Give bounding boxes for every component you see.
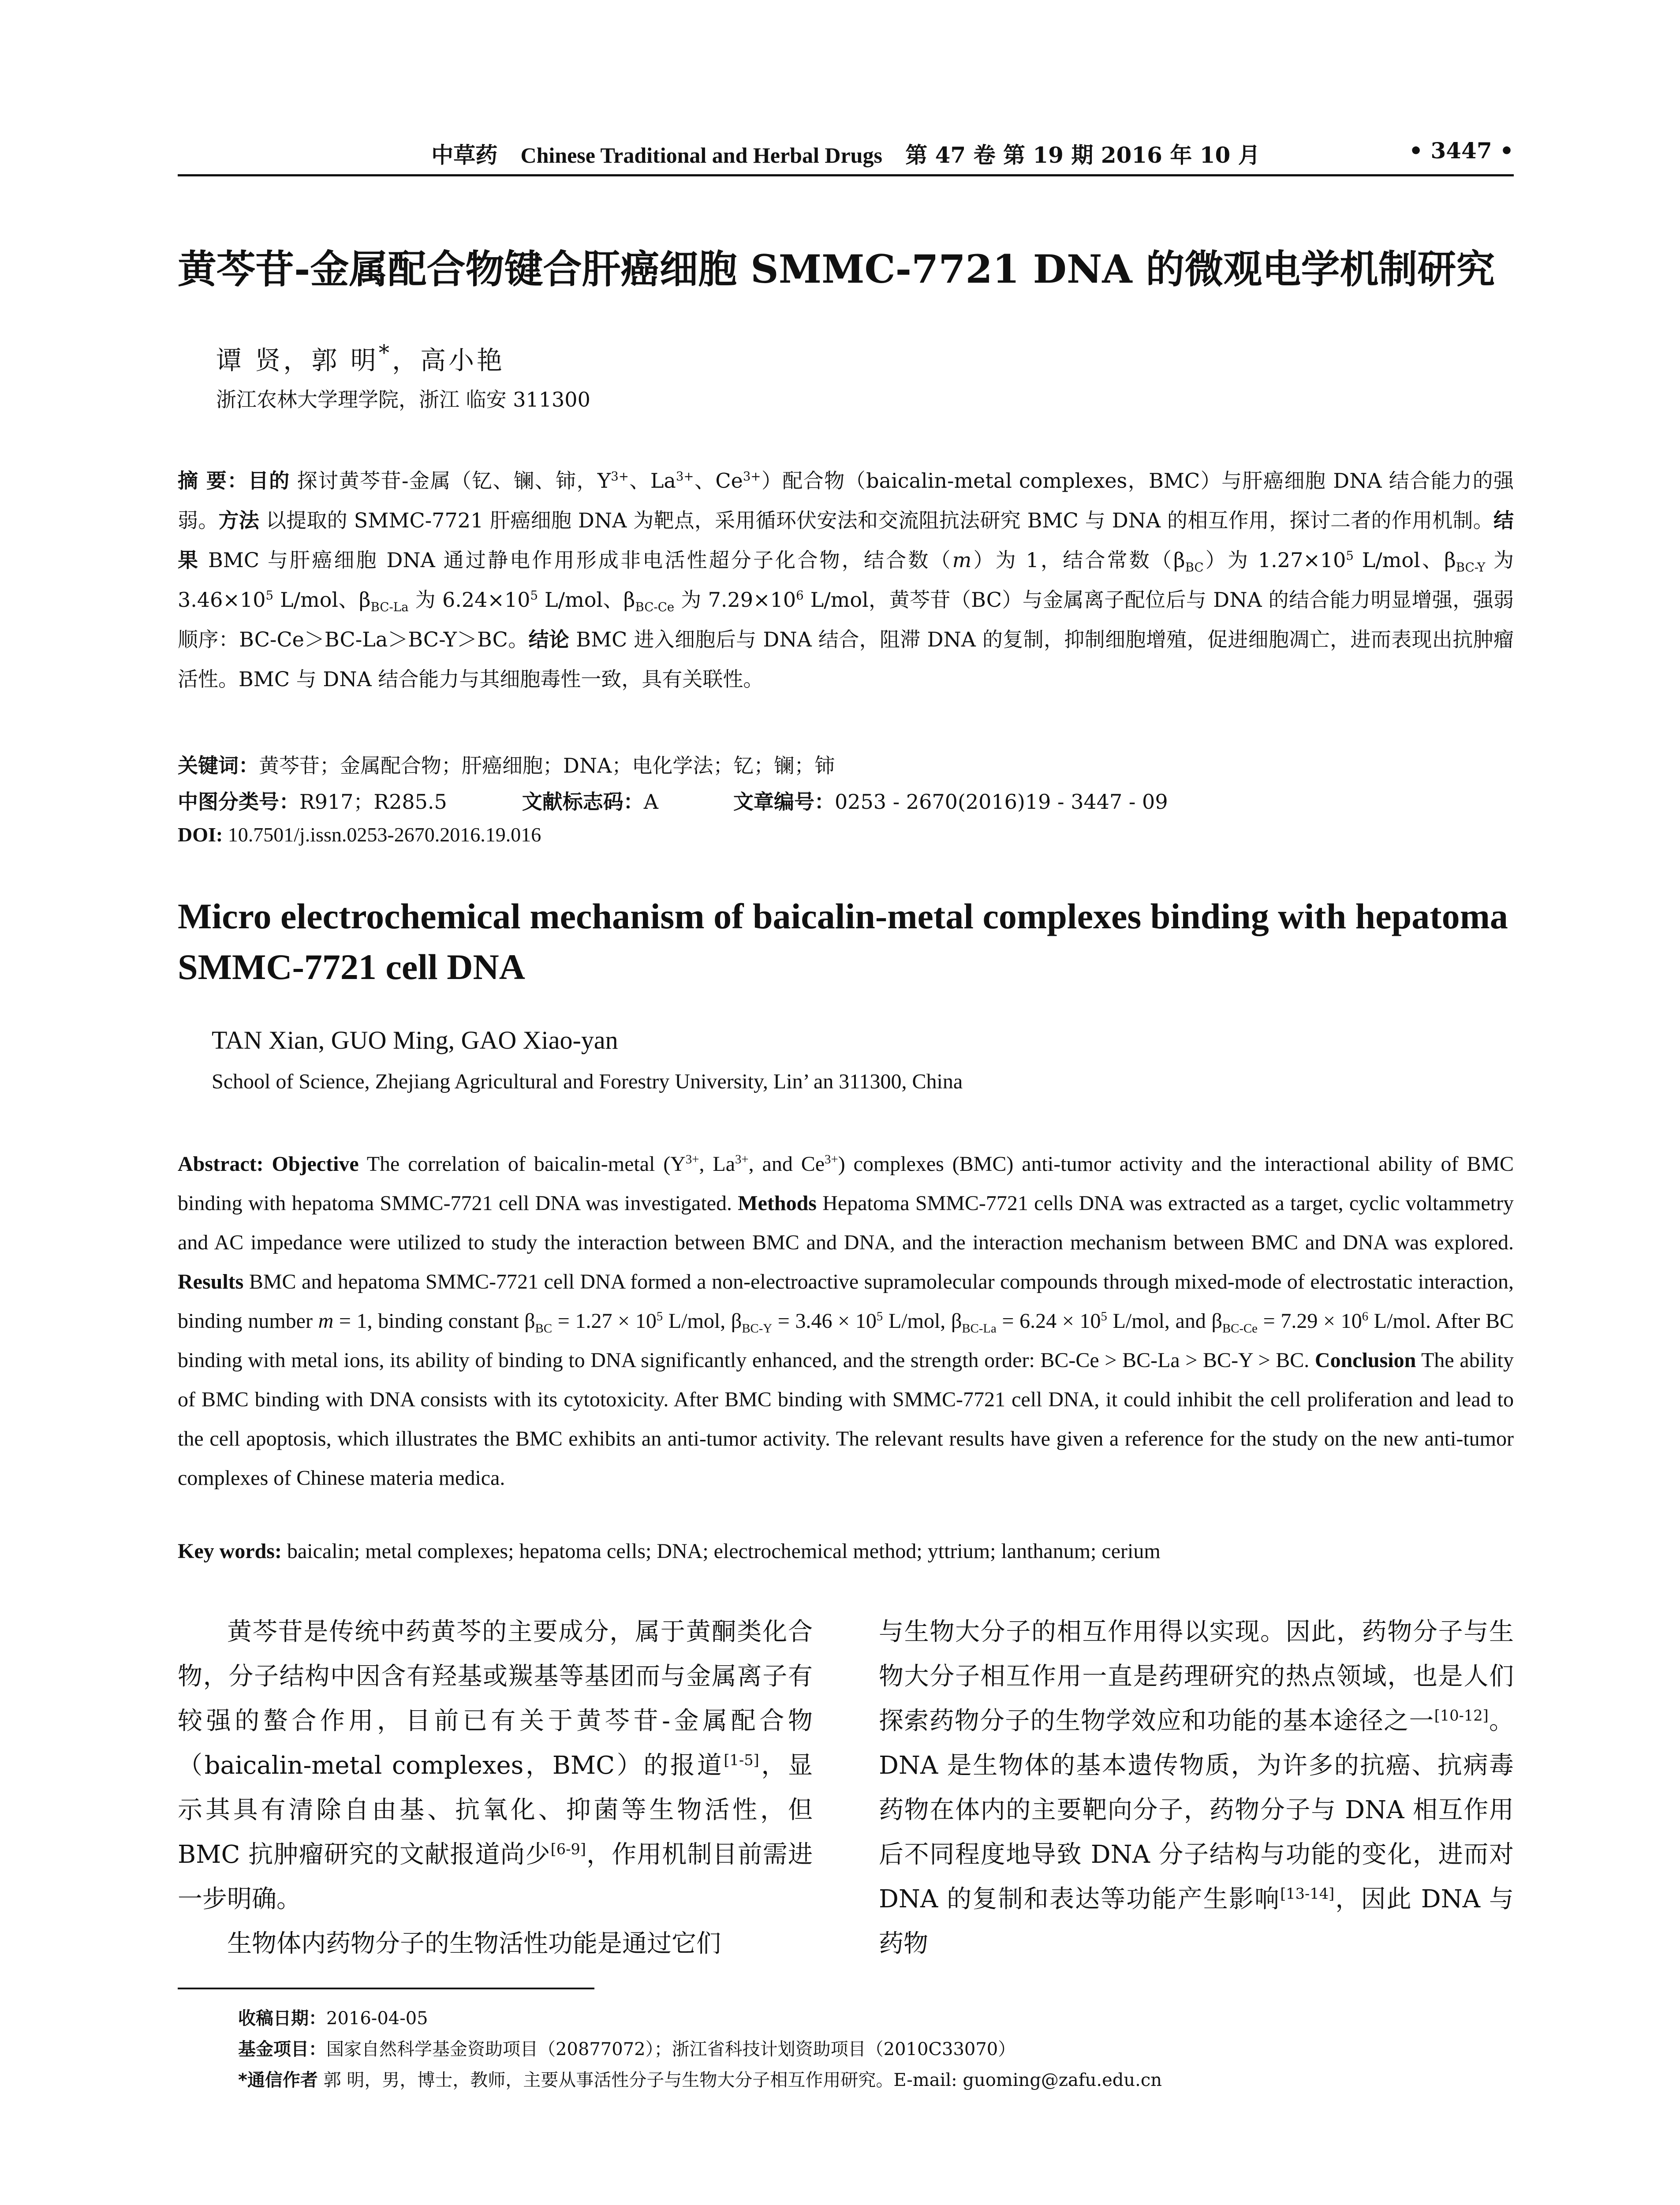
- article-title-en: Micro electrochemical mechanism of baicalin-metal complexes binding with hepatoma SMMC-7721 cell DNA: [178, 896, 1508, 987]
- author-names-1: 谭 贤，郭 明: [216, 345, 379, 375]
- classification-line: 中图分类号：R917；R285.5 文献标志码：A 文章编号：0253 - 2670(2016)19 - 3447 - 09: [178, 790, 1168, 814]
- body-column-left: [178, 1610, 813, 1966]
- body-paragraph: 黄芩苷是传统中药黄芩的主要成分，属于黄酮类化合物，分子结构中因含有羟基或羰基等基团而与金属离子有较强的螯合作用，目前已有关于黄芩苷-金属配合物（baicalin-metal complexes，BMC）的报道[1-5]，显示其具有清除自由基、抗氧化、抑菌等生物活性，但 BMC 抗肿瘤研究的文献报道尚少[6-9]，作用机制目前需进一步明确。: [178, 1618, 813, 1913]
- footnote-fund: 基金项目：国家自然科学基金资助项目（20877072）；浙江省科技计划资助项目（2010C33070）: [238, 2039, 1016, 2059]
- conclusion-label: 结论: [528, 628, 570, 651]
- keywords-cn: 关键词：黄芩苷；金属配合物；肝癌细胞；DNA；电化学法；钇；镧；铈: [178, 754, 835, 777]
- keywords-en: Key words: baicalin; metal complexes; hepatoma cells; DNA; electrochemical method; yttrium; lanthanum; cerium: [178, 1540, 1161, 1563]
- footnote-corresponding: *通信作者 郭 明，男，博士，教师，主要从事活性分子与生物大分子相互作用研究。E-mail: guoming@zafu.edu.cn: [238, 2070, 1162, 2090]
- abstract-cn: 摘 要：目的 探讨黄芩苷-金属（钇、镧、铈，$Y^{3+}$、$La^{3+}$、$Ce^{3+}$）配合物（baicalin-metal complexes，BMC）与肝癌细胞 DNA 结合能力的强弱。方法 以提取的 SMMC-7721 肝癌细胞 DNA 为靶点，采用循环伏安法和交流阻抗法研究 BMC 与 DNA 的相互作用，探讨二者的作用机制。结果 BMC 与肝癌细胞 DNA 通过静电作用形成非电活性超分子化合物，结合数（m）为 1，结合常数$(\beta_{BC})$为 $1.27\times 10^5$ L/mol、$\beta_{BC-Y}$ 为 $3.46\times 10^5$ L/mol、$\beta_{BC-La}$ 为 $6.24\times 10^5$ L/mol、$\beta_{BC-Ce}$ 为 $7.29\times 10^6$ L/mol，黄芩苷（BC）与金属离子配位后与 DNA 的结合能力明显增强，强弱顺序：BC-Ce＞BC-La＞BC-Y＞BC。结论 BMC 进入细胞后与 DNA 结合，阻滞 DNA 的复制，抑制细胞增殖，促进细胞凋亡，进而表现出抗肿瘤活性。BMC 与 DNA 结合能力与其细胞毒性一致，具有关联性。: [178, 469, 1514, 691]
- body-paragraph: 与生物大分子的相互作用得以实现。因此，药物分子与生物大分子相互作用一直是药理研究的热点领域，也是人们探索药物分子的生物学效应和功能的基本途径之一[10-12]。DNA 是生物体的基本遗传物质，为许多的抗癌、抗病毒药物在体内的主要靶向分子，药物分子与 DNA 相互作用后不同程度地导致 DNA 分子结构与功能的变化，进而对 DNA 的复制和表达等功能产生影响[13-14]，因此 DNA 与药物: [879, 1618, 1514, 1958]
- journal-issue: 第 47 卷 第 19 期 2016 年 10 月: [905, 142, 1260, 168]
- running-header: [178, 138, 1514, 169]
- authors-cn: [216, 340, 505, 377]
- doi-line: DOI: 10.7501/j.issn.0253-2670.2016.19.016: [178, 823, 541, 846]
- page-number: • 3447 •: [1409, 138, 1514, 164]
- footnote-received: 收稿日期：2016-04-05: [238, 2008, 428, 2029]
- abstract-label: 摘 要：: [178, 469, 248, 493]
- journal-name-en: Chinese Traditional and Herbal Drugs: [520, 143, 882, 168]
- results-label: 结果: [178, 508, 1514, 572]
- body-column-right: [879, 1610, 1514, 1966]
- authors-en: TAN Xian, GUO Ming, GAO Xiao-yan: [212, 1026, 618, 1054]
- author-names-2: ，高小艳: [392, 345, 505, 375]
- methods-label: 方法: [218, 508, 259, 532]
- journal-name-cn: 中草药: [431, 142, 498, 168]
- corresponding-mark: *: [378, 340, 392, 366]
- affiliation-cn: 浙江农林大学理学院，浙江 临安 311300: [216, 388, 590, 411]
- body-paragraph: 生物体内药物分子的生物活性功能是通过它们: [227, 1929, 721, 1958]
- affiliation-en: School of Science, Zhejiang Agricultural and Forestry University, Lin’ an 311300, China: [212, 1070, 963, 1093]
- article-title-cn: 黄芩苷-金属配合物键合肝癌细胞 SMMC-7721 DNA 的微观电学机制研究: [178, 246, 1495, 292]
- objective-label: 目的: [248, 469, 290, 493]
- header-rule: [178, 174, 1514, 176]
- abstract-en: Abstract: Objective The correlation of baicalin-metal ($Y^{3+}$, $La^{3+}$, and $Ce^{3+}$) complexes (BMC) anti-tumor activity and the interactional ability of BMC binding with hepatoma SMMC-7721 cell DNA was investigated. Methods Hepatoma SMMC-7721 cells DNA was extracted as a target, cyclic voltammetry and AC impedance were utilized to study the interaction between BMC and DNA, and the interaction mechanism between BMC and DNA was explored. Results BMC and hepatoma SMMC-7721 cell DNA formed a non-electroactive supramolecular compounds through mixed-mode of electrostatic interaction, binding number m = 1, binding constant $\beta_{BC} = 1.27 \times 10^5$ L/mol, $\beta_{BC-Y} = 3.46 \times 10^5$ L/mol, $\beta_{BC-La} = 6.24 \times 10^5$ L/mol, and $\beta_{BC-Ce} = 7.29 \times 10^6$ L/mol. After BC binding with metal ions, its ability of binding to DNA significantly enhanced, and the strength order: BC-Ce > BC-La > BC-Y > BC. Conclusion The ability of BMC binding with DNA consists with its cytotoxicity. After BMC binding with SMMC-7721 cell DNA, it could inhibit the cell proliferation and lead to the cell apoptosis, which illustrates the BMC exhibits an anti-tumor activity. The relevant results have given a reference for the study on the new anti-tumor complexes of Chinese materia medica.: [178, 1152, 1514, 1490]
- footnote-rule: [178, 1988, 594, 1989]
